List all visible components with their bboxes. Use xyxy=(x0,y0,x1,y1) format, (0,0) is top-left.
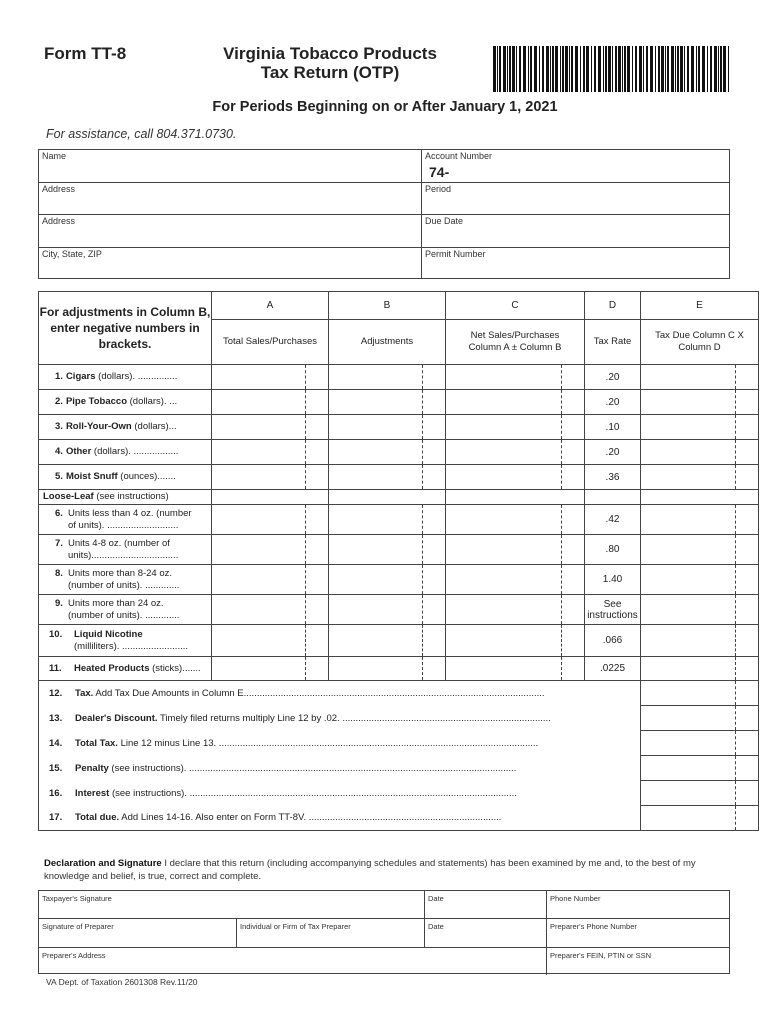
row-6-col-c[interactable] xyxy=(446,505,585,535)
row-5-col-e[interactable] xyxy=(641,465,759,490)
row-3-col-c[interactable] xyxy=(446,415,585,440)
taxpayer-row-1 xyxy=(39,150,729,183)
row-6-col-a[interactable] xyxy=(212,505,329,535)
row-17-text: Add Lines 14-16. Also enter on Form TT-8V. ......................................................................... xyxy=(119,812,502,824)
tax-row-8 xyxy=(39,565,759,595)
row-12-number: 12. xyxy=(49,687,63,699)
date1-label[interactable]: Date xyxy=(428,894,444,903)
barcode-bar xyxy=(655,46,656,92)
tax-row-5 xyxy=(39,465,759,490)
account-number-field[interactable] xyxy=(422,150,729,182)
tax-row-11 xyxy=(39,657,759,681)
name-input[interactable] xyxy=(42,164,418,180)
barcode-bar xyxy=(594,46,596,92)
row-11-suffix: (sticks)....... xyxy=(149,662,201,674)
row-10-subtitle: (milliliters). ......................... xyxy=(74,640,189,652)
tax-row-17 xyxy=(39,806,759,831)
tax-row-6 xyxy=(39,505,759,535)
period-field[interactable] xyxy=(422,183,729,214)
row-1-col-c[interactable] xyxy=(446,365,585,390)
barcode-bar xyxy=(691,46,694,92)
loose-leaf-title: Loose-Leaf xyxy=(43,491,94,502)
barcode-bar xyxy=(624,46,626,92)
barcode-bar xyxy=(499,46,501,92)
taxpayer-info-box xyxy=(38,149,730,279)
loose-leaf-header-b xyxy=(329,490,446,505)
row-13-amount[interactable] xyxy=(641,706,759,731)
row-3-suffix: (dollars)... xyxy=(131,421,177,432)
sig-vertical-firm xyxy=(236,918,237,947)
barcode-bar xyxy=(580,46,581,92)
phone-label[interactable]: Phone Number xyxy=(550,894,601,903)
taxpayer-signature-label[interactable]: Taxpayer's Signature xyxy=(42,894,112,903)
barcode-bar xyxy=(639,46,642,92)
loose-leaf-header-row xyxy=(39,490,759,505)
row-10-col-a[interactable] xyxy=(212,625,329,657)
barcode-bar xyxy=(612,46,613,92)
barcode-bar xyxy=(608,46,611,92)
address1-label: Address xyxy=(42,184,76,194)
barcode-bar xyxy=(507,46,508,92)
column-name-b: Adjustments xyxy=(329,320,446,365)
barcode-bar xyxy=(542,46,544,92)
row-9-line2: (number of units). ............. xyxy=(68,609,180,621)
form-title-line2: Tax Return (OTP) xyxy=(260,63,400,82)
barcode-bar xyxy=(675,46,676,92)
adjustment-note: For adjustments in Column B, enter negative numbers in brackets. xyxy=(39,292,212,365)
tax-row-15 xyxy=(39,756,759,781)
row-1-col-b[interactable] xyxy=(329,365,446,390)
barcode-bar xyxy=(586,46,589,92)
row-1-col-e[interactable] xyxy=(641,365,759,390)
barcode-bar xyxy=(562,46,564,92)
barcode-bar xyxy=(622,46,623,92)
row-5-col-b[interactable] xyxy=(329,465,446,490)
row-4-number: 4. xyxy=(55,446,63,457)
period-label: Period xyxy=(425,184,452,194)
permit-number-field[interactable] xyxy=(422,248,729,279)
barcode-bar xyxy=(696,46,697,92)
tax-row-10 xyxy=(39,625,759,657)
column-letter-c: C xyxy=(446,292,585,320)
row-1-label xyxy=(39,365,212,390)
row-4-col-b[interactable] xyxy=(329,440,446,465)
barcode-bar xyxy=(646,46,648,92)
row-12-text: Add Tax Due Amounts in Column E.................................................................................................................. xyxy=(93,687,545,699)
barcode-bar xyxy=(528,46,529,92)
city-state-zip-input[interactable] xyxy=(42,261,418,277)
row-15-label xyxy=(39,756,641,781)
row-10-col-e[interactable] xyxy=(641,625,759,657)
preparer-firm-label[interactable]: Individual or Firm of Tax Preparer xyxy=(240,922,351,931)
row-12-amount[interactable] xyxy=(641,681,759,706)
barcode-bar xyxy=(591,46,592,92)
row-3-label xyxy=(39,415,212,440)
row-8-line2: (number of units). ............. xyxy=(68,579,180,591)
barcode-bar xyxy=(667,46,669,92)
row-5-rate: .36 xyxy=(585,465,641,490)
row-2-col-a[interactable] xyxy=(212,390,329,415)
barcode-bar xyxy=(720,46,722,92)
tax-table xyxy=(38,291,759,831)
signature-box xyxy=(38,890,730,974)
row-10-title: Liquid Nicotine xyxy=(74,628,143,640)
row-11-rate: .0225 xyxy=(585,657,641,681)
address2-label: Address xyxy=(42,216,76,226)
barcode-bar xyxy=(661,46,664,92)
row-1-suffix: (dollars). ............... xyxy=(95,371,178,382)
barcode-bar xyxy=(632,46,633,92)
row-2-label xyxy=(39,390,212,415)
address2-field[interactable] xyxy=(39,215,422,247)
row-4-suffix: (dollars). ................. xyxy=(91,446,179,457)
barcode-bar xyxy=(635,46,637,92)
barcode-bar xyxy=(677,46,679,92)
row-3-title: Roll-Your-Own xyxy=(65,421,132,432)
name-label: Name xyxy=(42,151,67,161)
row-10-rate: .066 xyxy=(585,625,641,657)
column-letter-a: A xyxy=(212,292,329,320)
assistance-text: For assistance, call 804.371.0730. xyxy=(46,127,237,141)
row-6-label xyxy=(39,505,212,535)
barcode-bar xyxy=(680,46,683,92)
tax-row-7 xyxy=(39,535,759,565)
barcode-bar xyxy=(723,46,726,92)
barcode-bar xyxy=(509,46,511,92)
row-15-amount[interactable] xyxy=(641,756,759,781)
account-number-label: Account Number xyxy=(425,151,493,161)
barcode-bar xyxy=(714,46,717,92)
row-6-col-b[interactable] xyxy=(329,505,446,535)
row-7-number: 7. xyxy=(55,537,63,549)
row-11-col-e[interactable] xyxy=(641,657,759,681)
row-1-col-a[interactable] xyxy=(212,365,329,390)
barcode-bar xyxy=(565,46,568,92)
row-5-suffix: (ounces)....... xyxy=(117,471,176,482)
row-6-number: 6. xyxy=(55,507,63,519)
due-date-label: Due Date xyxy=(425,216,464,226)
barcode-bar xyxy=(650,46,653,92)
barcode-bar xyxy=(571,46,573,92)
row-8-col-a[interactable] xyxy=(212,565,329,595)
barcode-bar xyxy=(658,46,660,92)
row-13-number: 13. xyxy=(49,712,63,724)
barcode-bar xyxy=(702,46,705,92)
city-state-zip-field[interactable] xyxy=(39,248,422,279)
form-title xyxy=(195,44,465,82)
row-7-rate: .80 xyxy=(585,535,641,565)
row-9-col-e[interactable] xyxy=(641,595,759,625)
row-15-number: 15. xyxy=(49,762,63,774)
barcode-bar xyxy=(555,46,558,92)
row-6-line1: Units less than 4 oz. (number xyxy=(68,507,192,519)
row-7-label xyxy=(39,535,212,565)
barcode-bar xyxy=(569,46,570,92)
sig-vertical-phone xyxy=(546,891,547,975)
barcode-bar xyxy=(583,46,585,92)
taxpayer-row-3 xyxy=(39,215,729,248)
row-5-col-c[interactable] xyxy=(446,465,585,490)
row-17-title: Total due. xyxy=(75,812,120,824)
row-11-title: Heated Products xyxy=(74,662,150,674)
taxpayer-row-4 xyxy=(39,248,729,279)
barcode-bar xyxy=(728,46,729,92)
tax-row-2 xyxy=(39,390,759,415)
row-10-number: 10. xyxy=(49,628,63,640)
row-9-number: 9. xyxy=(55,597,63,609)
row-4-col-c[interactable] xyxy=(446,440,585,465)
row-17-number: 17. xyxy=(49,812,63,824)
row-7-col-a[interactable] xyxy=(212,535,329,565)
row-8-label xyxy=(39,565,212,595)
barcode-bar xyxy=(560,46,561,92)
row-8-number: 8. xyxy=(55,567,63,579)
tax-row-3 xyxy=(39,415,759,440)
tax-row-13 xyxy=(39,706,759,731)
barcode-bar xyxy=(523,46,526,92)
barcode-bar xyxy=(519,46,521,92)
preparer-address-label[interactable]: Preparer's Address xyxy=(42,951,106,960)
tax-row-12 xyxy=(39,681,759,706)
city-state-zip-label: City, State, ZIP xyxy=(42,249,102,259)
column-letter-b: B xyxy=(329,292,446,320)
row-5-title: Moist Snuff xyxy=(65,471,118,482)
loose-leaf-header xyxy=(39,490,212,505)
barcode-bar xyxy=(605,46,607,92)
row-5-col-a[interactable] xyxy=(212,465,329,490)
preparer-id-label[interactable]: Preparer's FEIN, PTIN or SSN xyxy=(550,951,652,960)
preparer-phone-label[interactable]: Preparer's Phone Number xyxy=(550,922,637,931)
row-15-text: (see instructions). ............................................................................................................................ xyxy=(108,762,517,774)
row-2-suffix: (dollars). ... xyxy=(127,396,178,407)
barcode-bar xyxy=(503,46,506,92)
row-9-col-c[interactable] xyxy=(446,595,585,625)
row-4-col-a[interactable] xyxy=(212,440,329,465)
address2-input[interactable] xyxy=(42,229,418,245)
loose-leaf-header-e xyxy=(641,490,759,505)
date2-label[interactable]: Date xyxy=(428,922,444,931)
due-date-field[interactable] xyxy=(422,215,729,247)
row-2-rate: .20 xyxy=(585,390,641,415)
loose-leaf-note: (see instructions) xyxy=(93,491,169,502)
row-7-col-b[interactable] xyxy=(329,535,446,565)
barcode-bar xyxy=(687,46,689,92)
address1-input[interactable] xyxy=(42,196,418,212)
row-12-title: Tax. xyxy=(75,687,94,699)
sig-divider-1 xyxy=(39,918,729,919)
barcode-bar xyxy=(615,46,617,92)
column-name-a: Total Sales/Purchases xyxy=(212,320,329,365)
row-13-label xyxy=(39,706,641,731)
row-3-rate: .10 xyxy=(585,415,641,440)
row-11-col-c[interactable] xyxy=(446,657,585,681)
row-5-number: 5. xyxy=(55,471,63,482)
barcode-bar xyxy=(665,46,666,92)
row-16-number: 16. xyxy=(49,787,63,799)
row-6-col-e[interactable] xyxy=(641,505,759,535)
row-13-title: Dealer's Discount. xyxy=(75,712,158,724)
row-14-text: Line 12 minus Line 13. ......................................................................................................................... xyxy=(117,737,539,749)
sig-vertical-date xyxy=(424,891,425,947)
column-letter-e: E xyxy=(641,292,759,320)
tax-row-1 xyxy=(39,365,759,390)
form-id: Form TT-8 xyxy=(44,44,127,63)
form-subtitle: For Periods Beginning on or After January 1, 2021 xyxy=(212,99,558,115)
name-field[interactable] xyxy=(39,150,422,182)
row-2-title: Pipe Tobacco xyxy=(65,396,127,407)
barcode-bar xyxy=(598,46,601,92)
row-11-number: 11. xyxy=(49,662,62,674)
row-2-col-c[interactable] xyxy=(446,390,585,415)
column-name-e: Tax Due Column C X Column D xyxy=(641,320,759,365)
row-11-col-a[interactable] xyxy=(212,657,329,681)
row-1-number: 1. xyxy=(55,371,63,382)
barcode-bar xyxy=(497,46,498,92)
row-11-col-b[interactable] xyxy=(329,657,446,681)
row-2-number: 2. xyxy=(55,396,63,407)
barcode-bar xyxy=(546,46,549,92)
row-14-label xyxy=(39,731,641,756)
account-number-prefix: 74- xyxy=(429,164,450,180)
footer-text: VA Dept. of Taxation 2601308 Rev.11/20 xyxy=(46,977,198,987)
row-3-col-a[interactable] xyxy=(212,415,329,440)
due-date-input[interactable] xyxy=(425,229,726,245)
taxpayer-row-2 xyxy=(39,183,729,215)
column-name-c: Net Sales/Purchases Column A ± Column B xyxy=(446,320,585,365)
address1-field[interactable] xyxy=(39,183,422,214)
permit-number-input[interactable] xyxy=(425,261,726,277)
loose-leaf-header-d xyxy=(585,490,641,505)
row-8-line1: Units more than 8-24 oz. xyxy=(68,567,173,579)
column-letter-d: D xyxy=(585,292,641,320)
row-8-col-b[interactable] xyxy=(329,565,446,595)
row-6-rate: .42 xyxy=(585,505,641,535)
barcode-bar xyxy=(539,46,540,92)
row-4-label xyxy=(39,440,212,465)
barcode-bar xyxy=(618,46,621,92)
barcode-bar xyxy=(552,46,554,92)
preparer-signature-label[interactable]: Signature of Preparer xyxy=(42,922,114,931)
row-17-label xyxy=(39,806,641,831)
row-7-line2: units)................................. xyxy=(68,549,179,561)
tax-row-14 xyxy=(39,731,759,756)
tax-row-9 xyxy=(39,595,759,625)
barcode-bar xyxy=(684,46,685,92)
row-4-col-e[interactable] xyxy=(641,440,759,465)
row-7-line1: Units 4-8 oz. (number of xyxy=(68,537,170,549)
row-8-col-e[interactable] xyxy=(641,565,759,595)
barcode-bar xyxy=(534,46,537,92)
row-9-col-a[interactable] xyxy=(212,595,329,625)
row-14-title: Total Tax. xyxy=(75,737,118,749)
row-11-label xyxy=(39,657,212,681)
barcode-bar xyxy=(493,46,496,92)
row-7-col-c[interactable] xyxy=(446,535,585,565)
row-9-label xyxy=(39,595,212,625)
barcode-bar xyxy=(627,46,630,92)
permit-number-label: Permit Number xyxy=(425,249,486,259)
tax-row-16 xyxy=(39,781,759,806)
barcode-bar xyxy=(718,46,719,92)
row-14-amount[interactable] xyxy=(641,731,759,756)
loose-leaf-header-a xyxy=(212,490,329,505)
row-2-col-b[interactable] xyxy=(329,390,446,415)
declaration-heading: Declaration and Signature xyxy=(44,858,162,869)
row-13-text: Timely filed returns multiply Line 12 by .02. ............................................................................... xyxy=(157,712,551,724)
barcode-bar xyxy=(530,46,532,92)
row-9-rate: See instructions xyxy=(585,595,641,625)
barcode-bar xyxy=(707,46,708,92)
row-15-title: Penalty xyxy=(75,762,109,774)
row-16-title: Interest xyxy=(75,787,110,799)
barcode-bar xyxy=(698,46,700,92)
sig-divider-2 xyxy=(39,947,729,948)
row-2-col-e[interactable] xyxy=(641,390,759,415)
row-16-label xyxy=(39,781,641,806)
row-12-label xyxy=(39,681,641,706)
row-8-col-c[interactable] xyxy=(446,565,585,595)
declaration-body: I declare that this return (including accompanying schedules and statements) has been examined by me and, to the best of my knowledge and belief, is true, correct and complete. xyxy=(44,858,696,882)
row-16-amount[interactable] xyxy=(641,781,759,806)
row-3-col-e[interactable] xyxy=(641,415,759,440)
row-16-text: (see instructions). ............................................................................................................................ xyxy=(109,787,517,799)
row-1-rate: .20 xyxy=(585,365,641,390)
row-1-title: Cigars xyxy=(65,371,96,382)
form-title-line1: Virginia Tobacco Products xyxy=(223,44,437,63)
barcode-bar xyxy=(516,46,517,92)
period-input[interactable] xyxy=(425,196,726,212)
column-name-d: Tax Rate xyxy=(585,320,641,365)
row-6-line2: of units). ........................... xyxy=(68,519,179,531)
barcode-bar xyxy=(603,46,604,92)
loose-leaf-header-c xyxy=(446,490,585,505)
row-14-number: 14. xyxy=(49,737,63,749)
barcode-bar xyxy=(671,46,674,92)
row-17-amount[interactable] xyxy=(641,806,759,831)
barcode-image xyxy=(493,46,730,92)
row-8-rate: 1.40 xyxy=(585,565,641,595)
row-5-label xyxy=(39,465,212,490)
barcode-bar xyxy=(550,46,551,92)
barcode-bar xyxy=(643,46,644,92)
row-10-col-b[interactable] xyxy=(329,625,446,657)
barcode-bar xyxy=(710,46,712,92)
row-7-col-e[interactable] xyxy=(641,535,759,565)
barcode-bar xyxy=(512,46,515,92)
row-4-rate: .20 xyxy=(585,440,641,465)
row-9-line1: Units more than 24 oz. xyxy=(68,597,164,609)
row-3-col-b[interactable] xyxy=(329,415,446,440)
row-10-label xyxy=(39,625,212,657)
row-9-col-b[interactable] xyxy=(329,595,446,625)
column-letter-row xyxy=(39,292,759,320)
row-10-col-c[interactable] xyxy=(446,625,585,657)
row-3-number: 3. xyxy=(55,421,63,432)
declaration-text xyxy=(44,857,730,883)
barcode-bar xyxy=(575,46,578,92)
tax-row-4 xyxy=(39,440,759,465)
row-4-title: Other xyxy=(65,446,92,457)
